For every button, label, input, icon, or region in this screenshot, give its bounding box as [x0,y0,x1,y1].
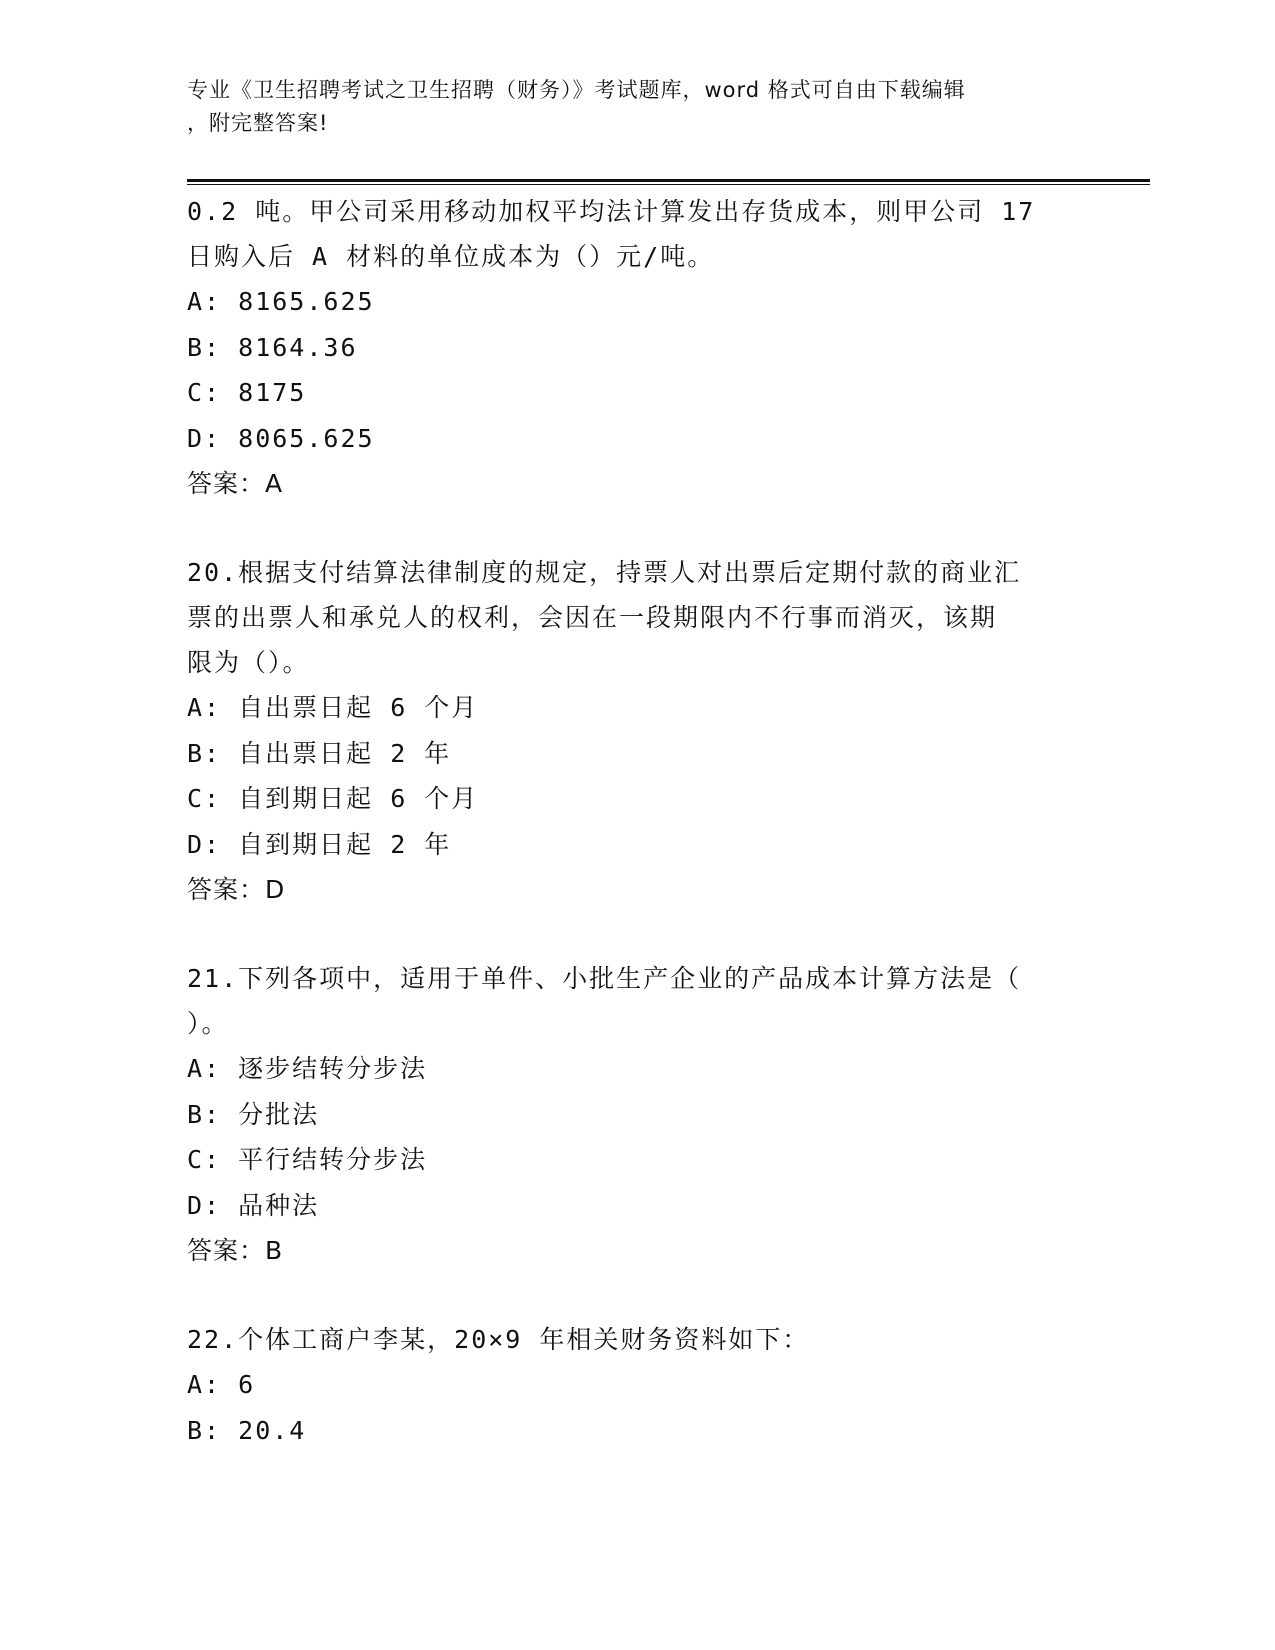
question-text [187,189,1087,279]
question-text [187,956,1087,1046]
question-item [187,550,1087,912]
question-text [187,1317,1087,1362]
question-text-line: 22.个体工商户李某，20×9 年相关财务资料如下： [187,1325,810,1354]
option-a: A: 自出票日起 6 个月 [187,693,479,722]
option-c: C: 8175 [187,378,307,407]
answer-line: 答案：D [187,875,286,904]
question-text-line: 0.2 吨。甲公司采用移动加权平均法计算发出存货成本，则甲公司 17 [187,197,1036,226]
question-text-line: ）。 [187,1009,229,1038]
answer-line: 答案：B [187,1236,284,1265]
answer-line: 答案：A [187,469,284,498]
question-item [187,1317,1087,1453]
option-d: D: 品种法 [187,1190,320,1220]
option-d: D: 8065.625 [187,423,375,453]
question-text [187,550,1087,685]
option-c: C: 平行结转分步法 [187,1145,428,1174]
option-a: A: 6 [187,1370,256,1399]
option-b: B: 8164.36 [187,332,358,362]
option-c: C: 自到期日起 6 个月 [187,784,479,813]
question-item [187,956,1087,1273]
question-text-line: 票的出票人和承兑人的权利，会因在一段期限内不行事而消灭，该期 [187,603,998,632]
option-a: A: 逐步结转分步法 [187,1054,428,1083]
question-text-line: 20.根据支付结算法律制度的规定，持票人对出票后定期付款的商业汇 [187,558,1022,587]
question-list [187,189,1087,1453]
document-header [187,74,1067,140]
question-text-line: 日购入后 A 材料的单位成本为（）元/吨。 [187,242,715,271]
question-text-line: 限为（）。 [187,648,310,677]
option-b: B: 分批法 [187,1099,320,1129]
header-divider-thick [187,179,1150,182]
option-b: B: 自出票日起 2 年 [187,738,452,768]
option-a: A: 8165.625 [187,287,375,316]
header-line-2: ，附完整答案! [187,111,329,135]
option-b: B: 20.4 [187,1415,307,1445]
header-line-1: 专业《卫生招聘考试之卫生招聘（财务）》考试题库，word 格式可自由下载编辑 [187,78,966,102]
question-text-line: 21.下列各项中，适用于单件、小批生产企业的产品成本计算方法是（ [187,964,1022,993]
question-item [187,189,1087,506]
option-d: D: 自到期日起 2 年 [187,829,452,859]
header-divider-thin [187,184,1150,185]
